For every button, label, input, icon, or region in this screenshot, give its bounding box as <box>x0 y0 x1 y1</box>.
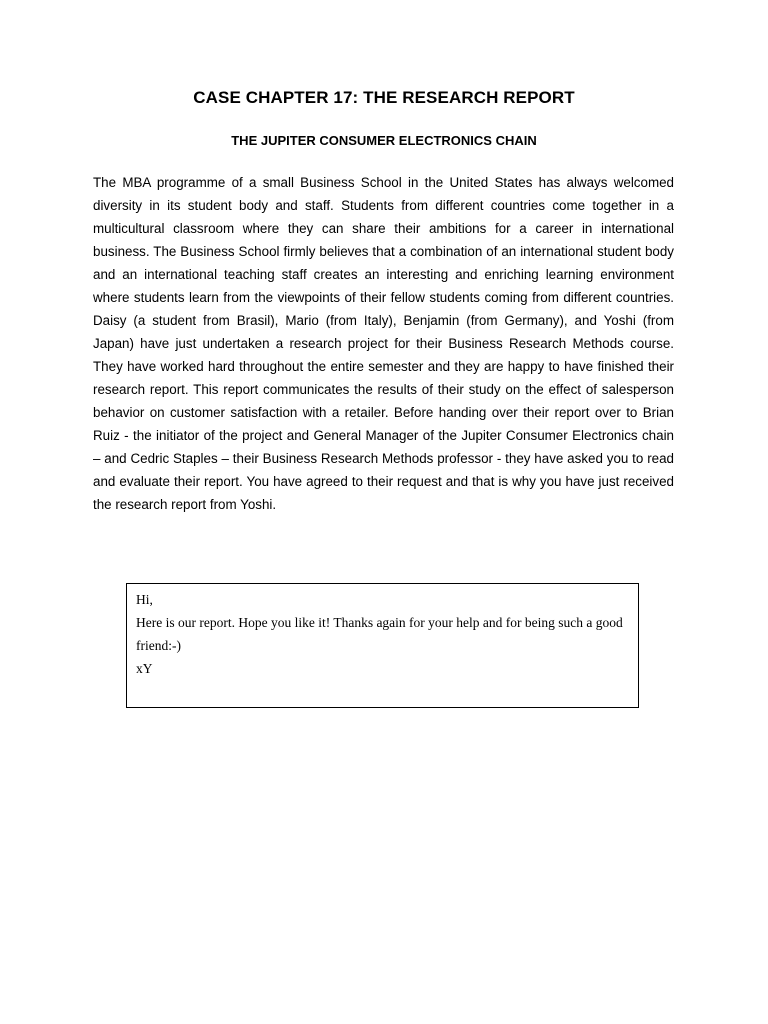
note-signature: xY <box>136 661 153 676</box>
note-greeting: Hi, <box>136 592 153 607</box>
case-subtitle: THE JUPITER CONSUMER ELECTRONICS CHAIN <box>231 133 537 148</box>
note-box <box>126 583 639 708</box>
case-title: CASE CHAPTER 17: THE RESEARCH REPORT <box>193 88 575 107</box>
note-message: Here is our report. Hope you like it! Thanks again for your help and for being such a good friend:-) <box>136 615 623 653</box>
case-paragraph: The MBA programme of a small Business School in the United States has always welcomed diversity in its student body and staff. Students from different countries come together in a multicultural classroom where they can share their ambitions for a career in international business. The Business School firmly believes that a combination of an international student body and an international teaching staff creates an interesting and enriching learning environment where students learn from the viewpoints of their fellow students coming from different countries. Daisy (a student from Brasil), Mario (from Italy), Benjamin (from Germany), and Yoshi (from Japan) have just undertaken a research project for their Business Research Methods course. They have worked hard throughout the entire semester and they are happy to have finished their research report. This report communicates the results of their study on the effect of salesperson behavior on customer satisfaction with a retailer. Before handing over their report over to Brian Ruiz - the initiator of the project and General Manager of the Jupiter Consumer Electronics chain – and Cedric Staples – their Business Research Methods professor - they have asked you to read and evaluate their report. You have agreed to their request and that is why you have just received the research report from Yoshi. <box>93 175 674 512</box>
